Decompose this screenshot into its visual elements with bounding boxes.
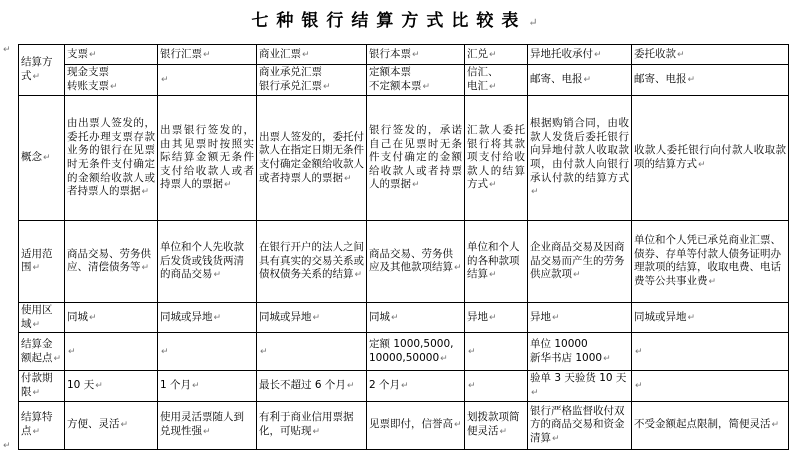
table-cell [528, 401, 632, 449]
return-mark: ↵ [594, 49, 602, 60]
cell-text: 方便、灵活 [67, 418, 120, 431]
cell-text: 汇兑 [467, 47, 488, 60]
return-mark: ↵ [141, 263, 150, 274]
return-mark: ↵ [531, 187, 539, 198]
return-mark: ↵ [302, 49, 310, 60]
return-mark: ↵ [141, 187, 150, 198]
table-row [19, 333, 789, 371]
cell-text: 异地 [530, 310, 551, 323]
table-cell [367, 96, 465, 221]
table-cell [632, 333, 789, 371]
return-mark: ↵ [583, 75, 592, 86]
return-mark: ↵ [224, 180, 232, 191]
return-mark: ↵ [422, 81, 431, 92]
cell-text: 同城或异地 [634, 310, 687, 323]
page-title [0, 6, 789, 31]
return-mark: ↵ [489, 81, 497, 92]
cell-text: 在银行开户的法人之间具有真实的交易关系或债权债务关系的结算 [259, 241, 364, 281]
cell-text: 支票 [67, 47, 88, 60]
table-cell [257, 65, 367, 96]
return-mark: ↵ [344, 173, 352, 184]
return-mark: ↵ [213, 312, 222, 323]
table-cell [465, 333, 528, 371]
table-cell [528, 96, 632, 221]
return-mark: ↵ [89, 49, 97, 60]
return-mark: ↵ [53, 353, 62, 364]
table-cell [528, 371, 632, 401]
return-mark: ↵ [32, 71, 41, 82]
cell-text: 同城 [67, 310, 88, 323]
table-cell [367, 333, 465, 371]
table-cell [257, 371, 367, 401]
column-header [367, 45, 465, 65]
return-mark: ↵ [454, 420, 462, 431]
table-cell [158, 303, 257, 333]
return-mark: ↵ [161, 75, 169, 86]
cell-text: 使用灵活票随人到兑现性强 [160, 411, 244, 438]
table-cell [65, 371, 158, 401]
return-mark: ↵ [528, 16, 538, 29]
table-cell [257, 221, 367, 303]
comparison-table [18, 44, 789, 450]
row-header [19, 221, 65, 303]
table-cell [465, 221, 528, 303]
cell-text: 概念 [21, 151, 42, 164]
row-header [19, 96, 65, 221]
table-cell [528, 65, 632, 96]
return-mark: ↵ [412, 49, 420, 60]
row-header [19, 45, 65, 96]
return-mark: ↵ [213, 270, 222, 281]
return-mark: ↵ [346, 381, 355, 392]
cell-text: 适用范围 [21, 247, 53, 274]
cell-text: 使用区域 [21, 304, 53, 330]
header-row [19, 45, 789, 65]
return-mark: ↵ [552, 312, 560, 323]
table-cell [257, 303, 367, 333]
cell-text: 委托收款 [634, 47, 676, 60]
return-mark: ↵ [32, 319, 41, 330]
cell-text: 银行本票 [369, 47, 411, 60]
column-header [65, 45, 158, 65]
return-mark: ↵ [531, 387, 539, 398]
column-header [632, 45, 789, 65]
return-mark: ↵ [203, 49, 211, 60]
return-mark: ↵ [89, 312, 97, 323]
cell-text: 由出票人签发的，委托办理支票存款业务的银行在见票时无条件支付确定的金额给收款人或者持票人的票据 [67, 117, 155, 198]
return-mark: ↵ [412, 180, 420, 191]
return-mark: ↵ [573, 270, 581, 281]
return-mark: ↵ [32, 427, 41, 438]
row-header [19, 371, 65, 401]
cell-text: 同城 [369, 310, 390, 323]
cell-text: 定额本票 不定额本票 [369, 66, 422, 92]
return-mark: ↵ [489, 49, 497, 60]
return-mark: ↵ [635, 346, 643, 357]
table-cell [632, 65, 789, 96]
cell-text: 单位 10000 新华书店 1000 [530, 338, 603, 364]
row-header [19, 401, 65, 449]
cell-text: 最长不超过 6 个月 [259, 379, 346, 392]
title-text: 七种银行结算方式比较表 [251, 11, 527, 31]
return-mark: ↵ [323, 81, 331, 92]
return-mark: ↵ [489, 180, 497, 191]
return-mark: ↵ [95, 381, 103, 392]
cell-text: 商业汇票 [259, 47, 301, 60]
cell-text: 出票人签发的，委托付款人在指定日期无条件支付确定金额给收款人或者持票人的票据 [259, 130, 364, 184]
table-cell [632, 303, 789, 333]
return-mark: ↵ [489, 270, 497, 281]
return-mark: ↵ [687, 75, 696, 86]
table-row [19, 401, 789, 449]
return-mark: ↵ [260, 346, 268, 357]
cell-text: 见票即付，信誉高 [369, 418, 453, 431]
return-mark: ↵ [468, 381, 476, 392]
cell-text: 定额 1000,5000, 10000,50000 [369, 338, 454, 364]
cell-text: 不受金额起点限制，简便灵活 [634, 418, 771, 431]
cell-text: 同城或异地 [259, 310, 312, 323]
cell-text: 单位和个人的各种款项结算 [467, 241, 520, 281]
table-cell [465, 303, 528, 333]
return-mark: ↵ [635, 381, 643, 392]
table-cell [158, 96, 257, 221]
cell-text: 有利于商业信用票据化，可贴现 [259, 411, 354, 438]
cell-text: 单位和个人凭已承兑商业汇票、债券、存单等付款人债务证明办理款项的结算，收取电费、电话费等公共事业费 [634, 234, 781, 288]
cell-text: 银行签发的，承诺自己在见票时无条件支付确定的金额给收款人或者持票人的票据 [369, 123, 462, 191]
table-cell [528, 303, 632, 333]
table-cell [65, 221, 158, 303]
table-cell [632, 371, 789, 401]
cell-text: 邮寄、电报 [634, 73, 687, 86]
table-body [19, 45, 789, 450]
table-cell [65, 96, 158, 221]
return-mark: ↵ [677, 49, 685, 60]
table-cell [465, 371, 528, 401]
column-header [158, 45, 257, 65]
cell-text: 银行汇票 [160, 47, 202, 60]
table-cell [465, 401, 528, 449]
cell-text: 2 个月 [369, 379, 401, 392]
cell-text: 企业商品交易及因商品交易而产生的劳务供应款项 [530, 241, 625, 281]
cell-text: 结算方式 [21, 56, 53, 82]
left-margin-mark: ↵ [3, 441, 11, 451]
cell-text: 10 天 [67, 379, 95, 392]
table-cell [367, 221, 465, 303]
table-cell [465, 65, 528, 96]
table-cell [158, 65, 257, 96]
left-margin-mark: ↵ [3, 45, 11, 55]
cell-text: 结算特点 [21, 411, 53, 438]
table-cell [632, 96, 789, 221]
return-mark: ↵ [552, 433, 560, 444]
return-mark: ↵ [203, 427, 211, 438]
table-cell [257, 333, 367, 371]
return-mark: ↵ [161, 346, 169, 357]
return-mark: ↵ [468, 346, 476, 357]
return-mark: ↵ [312, 427, 321, 438]
cell-text: 信汇、 电汇 [467, 66, 499, 92]
cell-text: 邮寄、电报 [530, 73, 583, 86]
return-mark: ↵ [603, 353, 611, 364]
cell-text: 银行严格监督收付双方的商品交易和资金清算 [530, 404, 625, 444]
table-cell [158, 221, 257, 303]
table-cell [367, 65, 465, 96]
cell-text: 异地 [467, 310, 488, 323]
cell-text: 单位和个人先收款后发货或钱货两清的商品交易 [160, 241, 244, 281]
return-mark: ↵ [68, 346, 76, 357]
table-row [19, 96, 789, 221]
cell-text: 汇款人委托银行将其款项支付给收款人的结算方式 [467, 123, 525, 191]
return-mark: ↵ [401, 381, 409, 392]
table-row [19, 221, 789, 303]
column-header [465, 45, 528, 65]
cell-text: 根据购销合同，由收款人发货后委托银行向异地付款人收取款项，由付款人向银行承认付款的结算方式 [530, 117, 629, 184]
cell-text: 商品交易、劳务供应、清偿债务等 [67, 247, 151, 274]
table-cell [65, 401, 158, 449]
table-row [19, 65, 789, 96]
cell-text: 商业承兑汇票 银行承兑汇票 [259, 66, 322, 92]
return-mark: ↵ [354, 270, 363, 281]
cell-text: 验单 3 天验货 10 天 [530, 372, 627, 385]
table-cell [65, 333, 158, 371]
return-mark: ↵ [440, 353, 448, 364]
return-mark: ↵ [32, 263, 41, 274]
table-cell [65, 303, 158, 333]
table-cell [465, 96, 528, 221]
table-cell [257, 401, 367, 449]
return-mark: ↵ [120, 420, 129, 431]
return-mark: ↵ [708, 277, 717, 288]
cell-text: 收款人委托银行向付款人收取款项的结算方式 [634, 144, 786, 170]
cell-text: 异地托收承付 [530, 47, 593, 60]
table-cell [632, 401, 789, 449]
table-cell [158, 401, 257, 449]
cell-text: 同城或异地 [160, 310, 213, 323]
return-mark: ↵ [192, 381, 200, 392]
table-cell [528, 221, 632, 303]
return-mark: ↵ [110, 81, 118, 92]
table-cell [65, 65, 158, 96]
cell-text: 出票银行签发的，由其见票时按照实际结算金额无条件支付给收款人或者持票人的票据 [160, 123, 254, 191]
table-cell [632, 221, 789, 303]
cell-text: 结算金额起点 [21, 338, 53, 364]
return-mark: ↵ [771, 420, 780, 431]
return-mark: ↵ [391, 312, 399, 323]
row-header [19, 303, 65, 333]
table-cell [367, 371, 465, 401]
cell-text: 付款期限 [21, 372, 53, 398]
cell-text: 商品交易、劳务供应及其他款项结算 [369, 247, 453, 274]
table-row [19, 303, 789, 333]
table-row [19, 371, 789, 401]
return-mark: ↵ [489, 312, 497, 323]
column-header [257, 45, 367, 65]
cell-text: 现金支票 转账支票 [67, 66, 109, 92]
table-cell [257, 96, 367, 221]
return-mark: ↵ [698, 159, 706, 170]
return-mark: ↵ [312, 312, 321, 323]
table-cell [367, 401, 465, 449]
table-cell [367, 303, 465, 333]
return-mark: ↵ [454, 263, 462, 274]
table-cell [158, 371, 257, 401]
return-mark: ↵ [43, 153, 51, 164]
cell-text: 划拨款项简便灵活 [467, 411, 520, 438]
cell-text: 1 个月 [160, 379, 192, 392]
return-mark: ↵ [499, 427, 508, 438]
return-mark: ↵ [32, 387, 41, 398]
row-header [19, 333, 65, 371]
table-cell [528, 333, 632, 371]
table-cell [158, 333, 257, 371]
return-mark: ↵ [687, 312, 696, 323]
column-header [528, 45, 632, 65]
